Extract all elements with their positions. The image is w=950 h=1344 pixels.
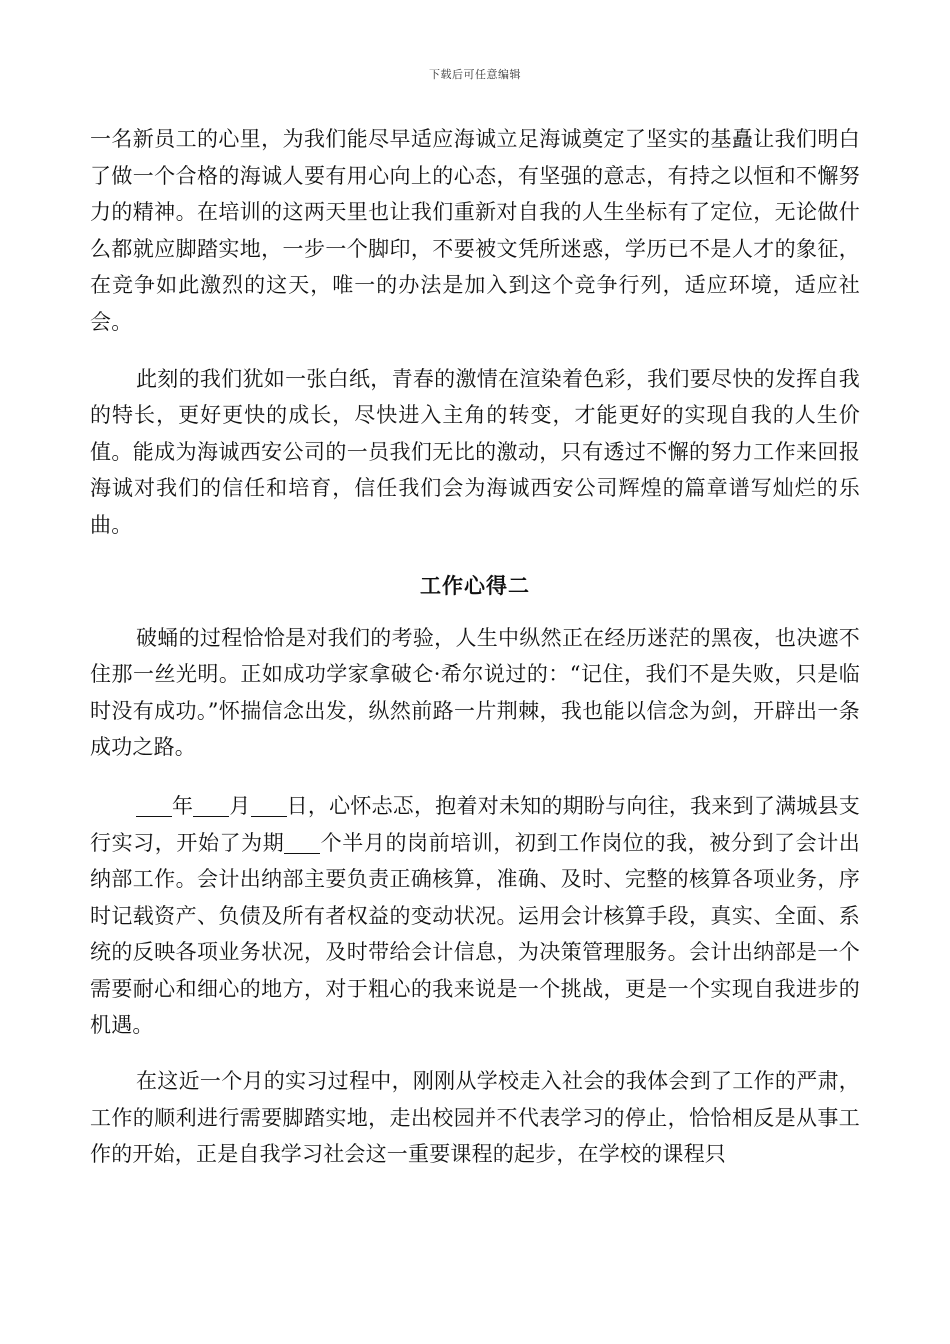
paragraph-continuation: 一名新员工的心里，为我们能尽早适应海诚立足海诚奠定了坚实的基矗让我们明白了做一个合格的海诚人要有用心向上的心态，有坚强的意志，有持之以恒和不懈努力的精神。在培训的这两天里也让我们重新对自我的人生坐标有了定位，无论做什么都就应脚踏实地，一步一个脚印，不要被文凭所迷惑，学历已不是人才的象征，在竞争如此激烈的这天，唯一的办法是加入到这个竞争行列，适应环境，适应社会。 [90, 127, 860, 334]
internship-rest: 个半月的岗前培训，初到工作岗位的我，被分到了会计出纳部工作。会计出纳部主要负责正确核算，准确、及时、完整的核算各项业务，序时记载资产、负债及所有者权益的变动状况。运用会计核算手段，真实、全面、系统的反映各项业务状况，及时带给会计信息，为决策管理服务。会计出纳部是一个需要耐心和细心的地方，对于粗心的我来说是一个挑战，更是一个实现自我进步的机遇。 [90, 830, 860, 1038]
paragraph-blank-paper: 此刻的我们犹如一张白纸，青春的激情在渲染着色彩，我们要尽快的发挥自我的特长，更好更快的成长，尽快进入主角的转变，才能更好的实现自我的人生价值。能成为海诚西安公司的一员我们无比的激动，只有透过不懈的努力工作来回报海诚对我们的信任和培育，信任我们会为海诚西安公司辉煌的篇章谱写灿烂的乐曲。 [90, 366, 860, 537]
page-header-note: 下载后可任意编辑 [429, 68, 521, 81]
blank-month [193, 796, 229, 817]
year-label: 年 [172, 793, 194, 818]
month-label: 月 [229, 793, 251, 818]
blank-day [251, 796, 287, 817]
blank-year [136, 796, 172, 817]
paragraph-chrysalis: 破蛹的过程恰恰是对我们的考验，人生中纵然正在经历迷茫的黑夜，也决遮不住那一丝光明。正如成功学家拿破仑·希尔说过的：“记住，我们不是失败，只是临时没有成功。”怀揣信念出发，纵然前路一片荆棘，我也能以信念为剑，开辟出一条成功之路。 [90, 625, 860, 760]
document-body [90, 121, 860, 1173]
section-heading: 工作心得二 [420, 572, 530, 598]
paragraph-month-practice: 在这近一个月的实习过程中，刚刚从学校走入社会的我体会到了工作的严肃，工作的顺利进行需要脚踏实地，走出校园并不代表学习的停止，恰恰相反是从事工作的开始，正是自我学习社会这一重要课程的起步，在学校的课程只 [90, 1069, 860, 1167]
blank-duration [284, 833, 320, 854]
paragraph-internship [90, 788, 860, 1044]
day-text: 日，心怀忐忑，抱着对未知的期盼与向往，我来到了满城县支行实习，开始了为期 [90, 793, 860, 855]
